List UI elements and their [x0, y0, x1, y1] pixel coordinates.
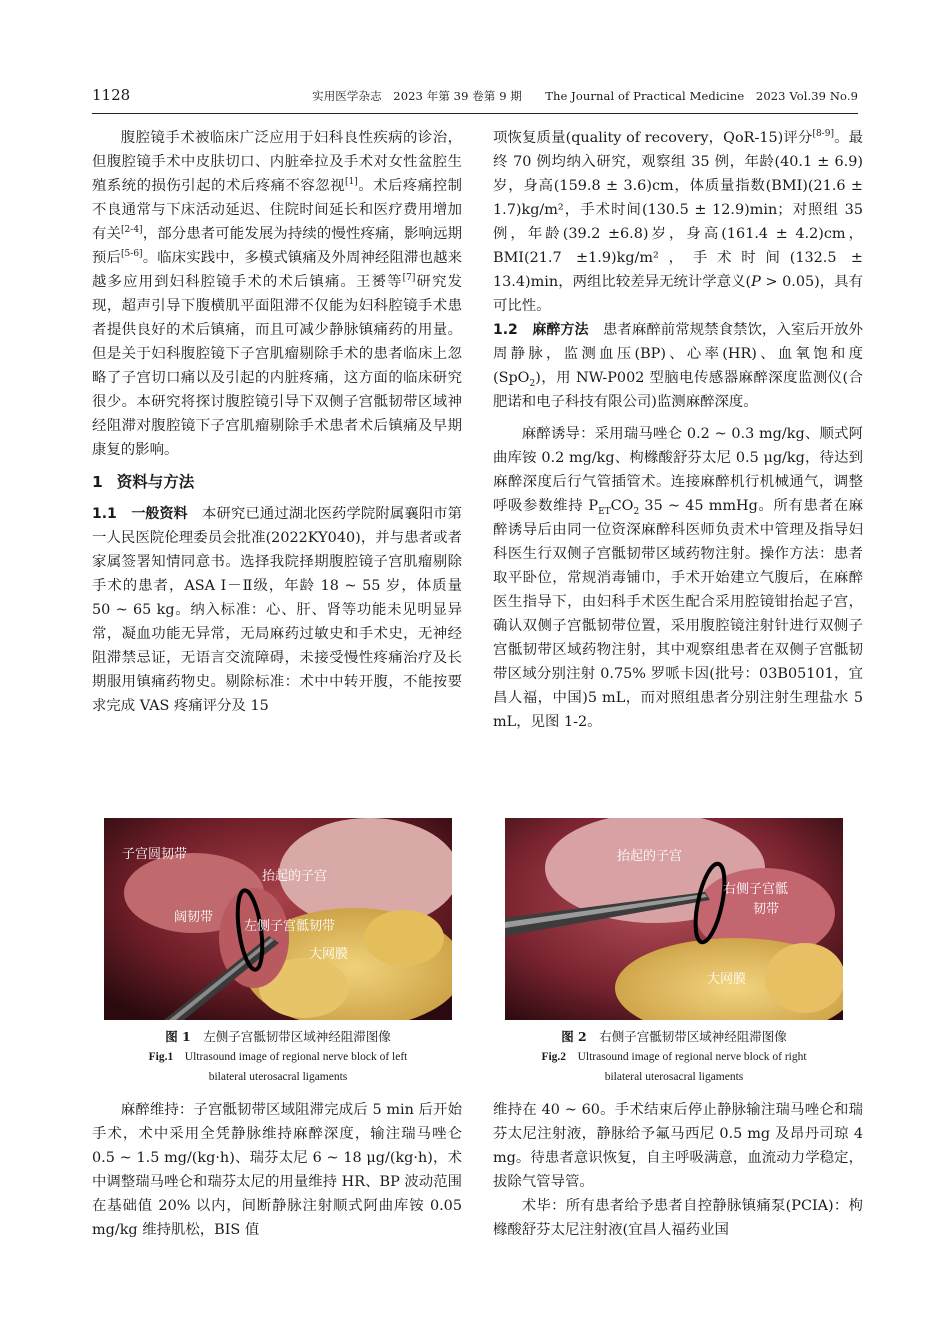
citation-ref: [2-4]: [121, 225, 143, 236]
label-broad-ligament: 阔韧带: [174, 910, 214, 925]
figure-number: 图 1: [165, 1029, 191, 1044]
label-round-ligament: 子宫圆韧带: [122, 847, 188, 862]
paragraph-text: > 0.05)，具有可比性。: [493, 274, 863, 314]
figure-2-image: [505, 818, 843, 1020]
paragraph-text: CO: [610, 498, 634, 514]
pcia-paragraph: 术毕：所有患者给予患者自控静脉镇痛泵(PCIA)：枸橼酸舒芬太尼注射液(宜昌人福药业国: [493, 1198, 863, 1238]
maintenance-paragraph: 麻醉维持：子宫骶韧带区域阻滞完成后 5 min 后开始手术，术中采用全凭静脉维持麻醉深度，输注瑞马唑仑 0.5 ~ 1.5 mg/(kg·h)、瑞芬太尼 6 ~ 18 μg/(kg·h)，术中调整瑞马唑仑和瑞芬太尼的用量维持 HR、BP 波动范围在基础值 20% 以内，间断静脉注射顺式阿曲库铵 0.05 mg/kg 维持肌松，BIS 值: [92, 1102, 462, 1238]
caption-en-line2: bilateral uterosacral ligaments: [208, 1071, 348, 1083]
header-rule: [92, 113, 858, 114]
label-lifted-uterus: 抬起的子宫: [617, 849, 683, 864]
figure-2-caption: [505, 1027, 843, 1087]
label-omentum: 大网膜: [707, 972, 747, 987]
laparoscopic-image-right: [505, 818, 843, 1020]
p-value-symbol: P: [751, 274, 761, 290]
caption-cn: 左侧子宫骶韧带区域神经阻滞图像: [203, 1029, 391, 1044]
subsection-1-2: [493, 318, 863, 414]
section-title: 资料与方法: [116, 473, 195, 491]
extubation-paragraph: 维持在 40 ~ 60。手术结束后停止静脉输注瑞马唑仑和瑞芬太尼注射液，静脉给予氟马西尼 0.5 mg 及昂丹司琼 4 mg。待患者意识恢复，自主呼吸满意，血流动力学稳定，拔除气管导管。: [493, 1102, 863, 1190]
intro-text-4: 。临床实践中，多模式镇痛及外周神经阻滞也越来越多应用到妇科腔镜手术的术后镇痛。王赟等: [92, 250, 462, 290]
subscript: 2: [529, 378, 536, 389]
label-right-uterosacral-ligament-line2: 韧带: [753, 902, 780, 917]
figure-2: [505, 818, 843, 1087]
label-left-uterosacral-ligament: 左侧子宫骶韧带: [244, 919, 336, 934]
figure-1: [104, 818, 452, 1087]
citation-ref: [7]: [402, 273, 416, 284]
caption-en-line2: bilateral uterosacral ligaments: [604, 1071, 744, 1083]
figure-number-en: Fig.1: [148, 1051, 174, 1063]
label-lifted-uterus: 抬起的子宫: [262, 869, 328, 884]
figure-number-en: Fig.2: [541, 1051, 567, 1063]
subsection-number: 1.1: [92, 506, 117, 522]
citation-ref: [5-6]: [121, 249, 143, 260]
page-number: 1128: [92, 86, 131, 104]
right-column-bottom: [493, 1098, 863, 1242]
caption-en: Ultrasound image of regional nerve block of left: [184, 1051, 408, 1063]
figure-number: 图 2: [561, 1029, 587, 1044]
subscript: ET: [598, 506, 611, 517]
section-heading: [92, 470, 462, 494]
subsection-number: 1.2: [493, 322, 518, 338]
page-header: [92, 86, 858, 110]
caption-cn: 右侧子宫骶韧带区域神经阻滞图像: [599, 1029, 787, 1044]
subscript: 2: [633, 506, 640, 517]
label-omentum: 大网膜: [309, 947, 349, 962]
paragraph-text: 。最终 70 例均纳入研究，观察组 35 例，年龄(40.1 ± 6.9)岁，身高(159.8 ± 3.6)cm，体质量指数(BMI)(21.6 ± 1.7)kg/m²，手术时间(130.5 ± 12.9)min；对照组 35 例，年龄(39.2 ±6.8)岁，身高(161.4 ± 4.2)cm，BMI(21.7 ±1.9)kg/m²，手术时间(132.5 ± 13.4)min，两组比较差异无统计学意义(: [493, 130, 863, 290]
figure-1-caption: [104, 1027, 452, 1087]
paragraph-text: 麻醉诱导：采用瑞马唑仑 0.2 ~ 0.3 mg/kg、顺式阿曲库铵 0.2 mg/kg、枸橼酸舒芬太尼 0.5 μg/kg，待达到麻醉深度后行气管插管术。连接麻醉机行机械通气，调整呼吸参数维持 P: [493, 426, 863, 514]
subsection-title: 一般资料: [131, 506, 188, 522]
paragraph-text: )，用 NW-P002 型脑电传感器麻醉深度监测仪(合肥诺和电子科技有限公司)监测麻醉深度。: [493, 370, 863, 410]
section-number: 1: [92, 473, 103, 491]
running-title: 实用医学杂志 2023 年第 39 卷第 9 期 The Journal of Practical Medicine 2023 Vol.39 No.9: [312, 89, 858, 103]
laparoscopic-image-left: [104, 818, 452, 1020]
citation-ref: [8-9]: [812, 129, 834, 140]
left-column-bottom: [92, 1098, 462, 1242]
caption-en: Ultrasound image of regional nerve block of right: [577, 1051, 807, 1063]
intro-paragraph: [92, 126, 462, 462]
figure-1-image: [104, 818, 452, 1020]
left-column-top: [92, 126, 462, 718]
intro-text-1: 腹腔镜手术被临床广泛应用于妇科良性疾病的诊治，但腹腔镜手术中皮肤切口、内脏牵拉及手术对女性盆腔生殖系统的损伤引起的术后疼痛不容忽视: [92, 130, 462, 194]
paragraph-text: 35 ~ 45 mmHg。所有患者在麻醉诱导后由同一位资深麻醉科医师负责术中管理及指导妇科医生行双侧子宫骶韧带区域药物注射。操作方法：患者取平卧位，常规消毒铺巾，手术开始建立气腹后，在麻醉医生指导下，由妇科手术医生配合采用腔镜钳抬起子宫，确认双侧子宫骶韧带位置，采用腹腔镜注射针进行双侧子宫骶韧带区域药物注射，其中观察组患者在双侧子宫骶韧带区域分别注射 0.75% 罗哌卡因(批号：03B05101，宜昌人福，中国)5 mL，而对照组患者分别注射生理盐水 5 mL，见图 1-2。: [493, 498, 863, 730]
subsection-1-1: [92, 502, 462, 718]
right-column-top: [493, 126, 863, 734]
subsection-title: 麻醉方法: [532, 322, 589, 338]
induction-paragraph: [493, 422, 863, 734]
paragraph-text: 患者麻醉前常规禁食禁饮，入室后开放外周静脉，监测血压(BP)、心率(HR)、血氧饱和度(SpO: [493, 322, 863, 386]
citation-ref: [1]: [345, 177, 358, 188]
paragraph-text: 项恢复质量(quality of recovery，QoR-15)评分: [493, 130, 813, 146]
subsection-text: 本研究已通过湖北医药学院附属襄阳市第一人民医院伦理委员会批准(2022KY040)，并与患者或者家属签署知情同意书。选择我院择期腹腔镜子宫肌瘤剔除手术的患者，ASA Ⅰ－Ⅱ级，年龄 18 ~ 55 岁，体质量 50 ~ 65 kg。纳入标准：心、肝、肾等功能未见明显异常，凝血功能无异常，无局麻药过敏史和手术史，无神经阻滞禁忌证，无语言交流障碍，未接受慢性疼痛治疗及长期服用镇痛药物史。剔除标准：术中中转开腹，不能按要求完成 VAS 疼痛评分及 15: [92, 506, 462, 714]
intro-text-3: ，部分患者可能发展为持续的慢性疼痛，影响远期预后: [92, 226, 462, 266]
intro-text-2: 。术后疼痛控制不良通常与下床活动延迟、住院时间延长和医疗费用增加有关: [92, 178, 462, 242]
continued-paragraph: [493, 126, 863, 318]
label-right-uterosacral-ligament: 右侧子宫骶: [723, 882, 789, 897]
intro-text-5: 研究发现，超声引导下腹横肌平面阻滞不仅能为妇科腔镜手术患者提供良好的术后镇痛，而且可减少静脉镇痛药的用量。但是关于妇科腹腔镜下子宫肌瘤剔除手术的患者临床上忽略了子宫切口痛以及引起的内脏疼痛，这方面的临床研究很少。本研究将探讨腹腔镜引导下双侧子宫骶韧带区域神经阻滞对腹腔镜下子宫肌瘤剔除手术患者术后镇痛及早期康复的影响。: [92, 274, 462, 458]
